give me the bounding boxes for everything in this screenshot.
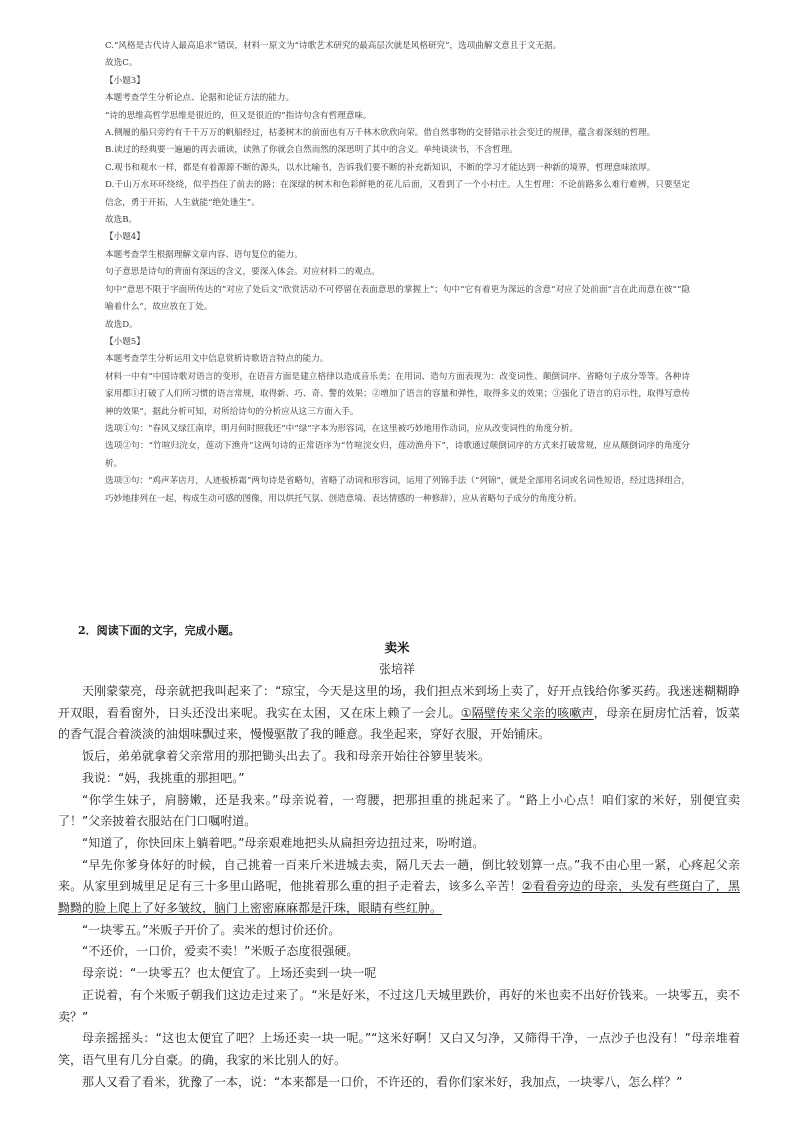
story-text: 天刚蒙蒙亮，母亲就把我叫起来了：“琼宝，今天是这里的场，我们担点米到场上卖了，好开点钱给你爹买药。我迷迷糊糊睁开双眼，看看窗外，日头还没出来呢。我实在太困，又在床上赖了一会儿。 bbox=[58, 684, 740, 720]
analysis-line: 材料一中有“中国诗歌对语言的变形，在语音方面是建立格律以造成音乐美；在用词、造句方面表现为：改变词性、颠倒词序、省略句子成分等等。各种诗家用都①打破了人们所习惯的语言常规，取得新、巧、奇、警的效果；②增加了语言的容量和弹性，取得多义的效果；③强化了语言的启示性，取得写意传神的效果”，据此分析可知，对所给诗句的分析应从这三方面入手。 bbox=[105, 371, 690, 417]
underlined-sentence-1: ①隔壁传来父亲的咳嗽声 bbox=[460, 705, 594, 720]
story-paragraph: “你学生妹子，肩膀嫩，还是我来。”母亲说着，一弯腰，把那担重的挑起来了。“路上小心点！咱们家的米好，别便宜卖了！”父亲披着衣服站在门口嘱咐道。 bbox=[58, 792, 740, 829]
analysis-line: 故选B。 bbox=[105, 215, 138, 226]
analysis-line: 句子意思是诗句的背面有深远的含义，要深入体会。对应材料二的观点。 bbox=[105, 267, 381, 278]
analysis-line: 本题考查学生根据理解文章内容、语句复位的能力。 bbox=[105, 249, 303, 260]
underlined-sentence-2: ②看看旁边的母亲，头发有些斑白了，黑黝黝的脸上爬上了好多皱纹，脑门上密密麻麻都是汗珠，眼睛有些红肿。 bbox=[58, 879, 740, 916]
story-text: ，母亲在厨房忙活着，饭菜的香气混合着淡淡的油烟味飘过来，慢慢驱散了我的睡意。我坐起来，穿好衣服，开始铺床。 bbox=[58, 705, 740, 742]
analysis-line: 选项②句：“竹喧归浣女，莲动下渔舟”这两句诗的正常语序为“竹喧浣女归，莲动渔舟下”，诗歌通过颠倒词序的方式来打破常规，应从颠倒词序的角度分析。 bbox=[105, 441, 690, 469]
story-paragraph: 我说：“妈，我挑重的那担吧。” bbox=[82, 770, 245, 785]
analysis-line: 选项③句：“鸡声茅店月，人迹板桥霜”两句诗是省略句，省略了动词和形容词，运用了列锦手法（“列锦”，就是全部用名词或名词性短语，经过选择组合，巧妙地排列在一起，构成生动可感的图像，用以烘托气氛、创造意境、表达情感的一种修辞），应从省略句子成分的角度分析。 bbox=[105, 476, 690, 504]
story-paragraph: “知道了，你快回床上躺着吧。”母亲艰难地把头从扁担旁边扭过来，吩咐道。 bbox=[82, 835, 485, 850]
answer-analysis-block bbox=[105, 38, 690, 508]
analysis-line: 句中“意思不限于字面所传达的”对应了处后文“欣赏活动不可停留在表面意思的掌握上”；句中“它有着更为深远的含意”对应了处前面“言在此而意在彼”“隐喻着什么”，故应放在丁处。 bbox=[105, 284, 690, 313]
analysis-line: 本题考查学生分析运用文中信息赏析诗歌语言特点的能力。 bbox=[105, 354, 329, 365]
story-paragraph bbox=[58, 855, 740, 920]
analysis-line: B.读过的经典要一遍遍的再去诵读，读熟了你就会自然而然的深思明了其中的含义。单纯谈读书，不含哲理。 bbox=[105, 145, 518, 156]
story-paragraph: “一块零五。”米贩子开价了。卖米的想讨价还价。 bbox=[82, 922, 341, 937]
story-body bbox=[58, 681, 740, 1093]
analysis-subquestion-tag: 【小题3】 bbox=[105, 75, 145, 86]
analysis-line: 选项①句：“春风又绿江南岸，明月何时照我还”中“绿”字本为形容词，在这里被巧妙地用作动词，应从改变词性的角度分析。 bbox=[105, 423, 579, 434]
analysis-line: 故选D。 bbox=[105, 319, 138, 330]
story-paragraph: “不还价，一口价，爱卖不卖！”米贩子态度很强硬。 bbox=[82, 944, 359, 959]
analysis-line: 故选C。 bbox=[105, 58, 138, 69]
story-paragraph bbox=[58, 681, 740, 746]
analysis-subquestion-tag: 【小题4】 bbox=[105, 232, 145, 243]
analysis-line: “诗的思维高哲学思维是很近的，但又是很近的”指诗句含有哲理意味。 bbox=[105, 110, 372, 121]
story-paragraph: 正说着，有个米贩子朝我们这边走过来了。“米是好米，不过这几天城里跌价，再好的米也卖不出好价钱来。一块零五，卖不卖？” bbox=[58, 987, 740, 1024]
analysis-line: C.“风格是古代诗人最高追求”错误，材料一原文为“诗歌艺术研究的最高层次就是风格研究”，选项曲解文意且于文无据。 bbox=[105, 41, 562, 51]
analysis-line: 本题考查学生分析论点、论据和论证方法的能力。 bbox=[105, 93, 295, 104]
analysis-line: C.观书和观水一样，都是有着源源不断的源头，以水比喻书，告诉我们要不断的补充新知识，不断的学习才能达到一种新的境界，哲理意味浓厚。 bbox=[105, 162, 656, 173]
story-text: “早先你爹身体好的时候，自己挑着一百来斤米进城去卖，隔几天去一趟，倒比较划算一点。”我不由心里一紧，心疼起父亲来。从家里到城里足足有三十多里山路呢，他挑着那么重的担子走着去，该多么辛苦！ bbox=[58, 857, 740, 894]
story-paragraph: 那人又看了看米，犹豫了一本，说：“本来都是一口价，不许还的，看你们家米好，我加点，一块零八，怎么样？” bbox=[82, 1074, 683, 1089]
analysis-subquestion-tag: 【小题5】 bbox=[105, 336, 145, 347]
story-author: 张培祥 bbox=[378, 662, 415, 676]
story-paragraph: 饭后，弟弟就拿着父亲常用的那把锄头出去了。我和母亲开始往谷箩里装米。 bbox=[82, 749, 491, 764]
story-paragraph: 母亲说：“一块零五？也太便宜了。上场还卖到一块一呢 bbox=[82, 966, 377, 981]
story-paragraph: 母亲摇摇头：“这也太便宜了吧？上场还卖一块一呢。”“这米好啊！又白又匀净，又筛得干净，一点沙子也没有！”母亲堆着笑，语气里有几分自豪。的确，我家的米比别人的好。 bbox=[58, 1031, 740, 1067]
story-title: 卖米 bbox=[384, 640, 410, 655]
analysis-line: D.千山万水环环绕绕，似乎挡住了前去的路；在深绿的树木和色彩鲜艳的花儿后面，又看到了一个小村庄。人生哲理：不论前路多么难行难辨，只要坚定信念，勇于开拓，人生就能“绝处逢生”。 bbox=[105, 180, 690, 208]
question-heading: 2．阅读下面的文字，完成小题。 bbox=[78, 624, 240, 637]
analysis-line: A.侧履的船只旁约有千千万万的帆船经过，枯萎树木的前面也有万千林木欣欣向荣。借自然事物的交替错示社会变迁的规律，蕴含着深刻的哲理。 bbox=[105, 128, 656, 139]
